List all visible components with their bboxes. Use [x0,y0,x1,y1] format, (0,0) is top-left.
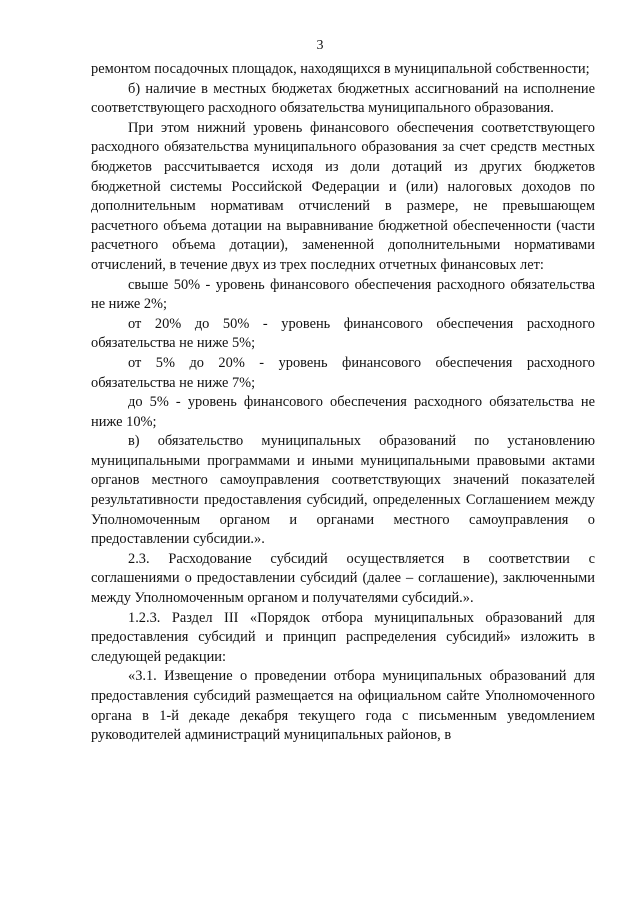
paragraph-item-b: б) наличие в местных бюджетах бюджетных ассигнований на исполнение соответствующего расходного обязательства муниципального образования. [91,80,595,117]
paragraph-section-2-3: 2.3. Расходование субсидий осуществляется в соответствии с соглашениями о предоставлении субсидий (далее – соглашение), заключенными между Уполномоченным органом и получателями субсидий.». [91,550,595,607]
paragraph-financing-level: При этом нижний уровень финансового обеспечения соответствующего расходного обязательства муниципального образования за счет средств местных бюджетов рассчитывается исходя из доли дотаций из других бюджетов бюджетной системы Российской Федерации и (или) налоговых доходов по дополнительным нормативам отчислений в размере, не превышающем расчетного объема дотации на выравнивание бюджетной обеспеченности (части расчетного объема дотации), замененной дополнительными нормативами отчислений, в течение двух из трех последних отчетных финансовых лет: [91,119,595,273]
paragraph-5-to-20: от 5% до 20% - уровень финансового обеспечения расходного обязательства не ниже 7%; [91,354,595,391]
paragraph-item-v: в) обязательство муниципальных образований по установлению муниципальными программами и иными муниципальными правовыми актами органов местного самоуправления соответствующих значений показателей результативности предоставления субсидий, определенных Соглашением между Уполномоченным органом и органами местного самоуправления о предоставлении субсидии.». [91,433,595,548]
paragraph-continuation: ремонтом посадочных площадок, находящихся в муниципальной собственности; [91,61,590,77]
paragraph-over-50: свыше 50% - уровень финансового обеспечения расходного обязательства не ниже 2%; [91,276,595,313]
document-body [91,60,595,746]
page-number: 3 [316,38,324,53]
paragraph-section-3-1: «3.1. Извещение о проведении отбора муниципальных образований для предоставления субсидий размещается на официальном сайте Уполномоченного органа в 1-й декаде декабря текущего года с письменным уведомлением руководителей администраций муниципальных районов, в [91,668,595,744]
paragraph-section-1-2-3: 1.2.3. Раздел III «Порядок отбора муниципальных образований для предоставления субсидий и принцип распределения субсидий» изложить в следующей редакции: [91,609,595,665]
paragraph-20-to-50: от 20% до 50% - уровень финансового обеспечения расходного обязательства не ниже 5%; [91,315,595,352]
paragraph-up-to-5: до 5% - уровень финансового обеспечения расходного обязательства не ниже 10%; [91,394,595,430]
